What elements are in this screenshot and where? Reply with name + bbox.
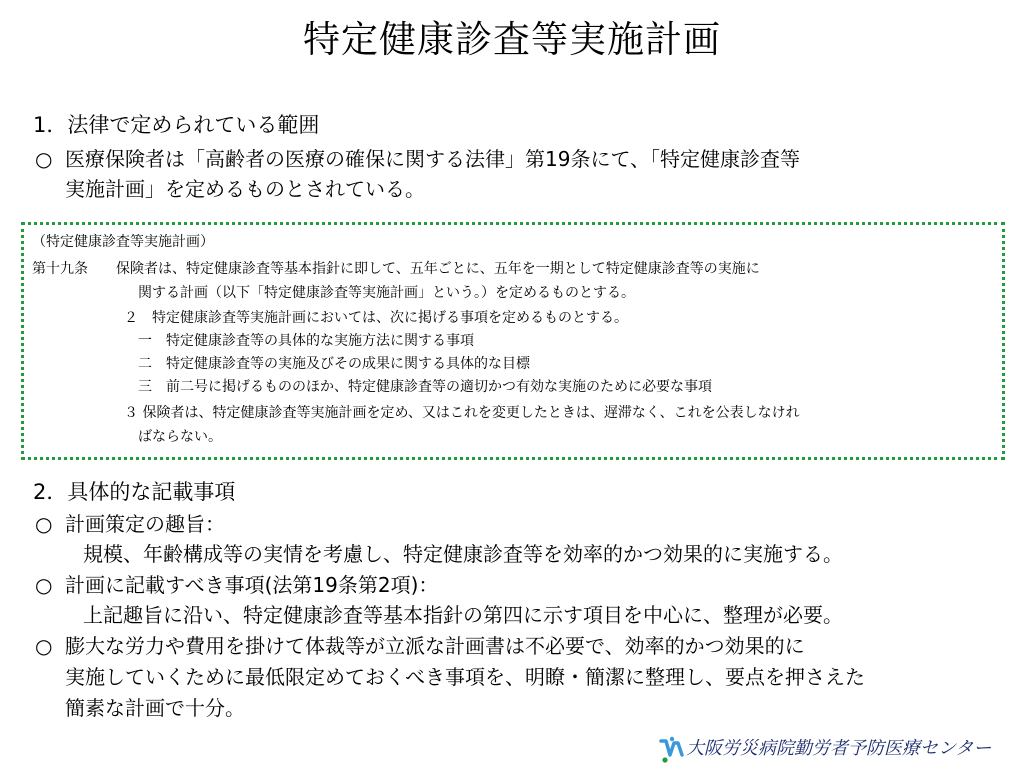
- section2-item2-text: 上記趣旨に沿い、特定健康診査等基本指針の第四に示す項目を中心に、整理が必要。: [83, 603, 843, 627]
- section1-text-line1: 医療保険者は「高齢者の医療の確保に関する法律」第19条にて、「特定健康診査等: [65, 147, 801, 171]
- law-line-article: 第十九条 保険者は、特定健康診査等基本指針に即して、五年ごとに、五年を一期として特定健康診査等の実施に: [32, 261, 760, 277]
- section2-item1-text: 規模、年齢構成等の実情を考慮し、特定健康診査等を効率的かつ効果的に実施する。: [83, 542, 843, 566]
- circle-bullet-icon: ○: [35, 147, 53, 171]
- law-line-item3: 三 前二号に掲げるもののほか、特定健康診査等の適切かつ有効な実施のために必要な事項: [138, 379, 712, 395]
- section2-item1-label-line: [35, 510, 225, 538]
- footer-brand: [658, 734, 991, 764]
- organization-logo-icon: [658, 735, 684, 763]
- section2-heading: 2．具体的な記載事項: [33, 480, 236, 504]
- section1-heading: 1．法律で定められている範囲: [33, 113, 320, 137]
- law-line-paragraph3-cont: ばならない。: [138, 429, 222, 445]
- circle-bullet-icon: ○: [35, 512, 53, 536]
- circle-bullet-icon: ○: [35, 634, 53, 658]
- section2-item3-text-line2: 実施していくために最低限定めておくべき事項を、明瞭・簡潔に整理し、要点を押さえた: [65, 665, 865, 689]
- section2-item3-line1: [35, 632, 805, 660]
- law-line-paragraph2: ２ 特定健康診査等実施計画においては、次に掲げる事項を定めるものとする。: [124, 310, 628, 326]
- section1-bullet-line1: [35, 145, 800, 173]
- slide-title: 特定健康診査等実施計画: [303, 18, 721, 61]
- section2-item3-text-line3: 簡素な計画で十分。: [65, 696, 245, 720]
- section2-item2-label-line: [35, 571, 438, 599]
- law-line-caption: （特定健康診査等実施計画）: [32, 234, 214, 250]
- section2-item3-text-line1: 膨大な労力や費用を掛けて体裁等が立派な計画書は不必要で、効率的かつ効果的に: [65, 634, 805, 658]
- section1-text-line2: 実施計画」を定めるものとされている。: [65, 177, 425, 201]
- section2-item2-label: 計画に記載すべき事項(法第19条第2項)：: [65, 573, 439, 597]
- law-line-article-cont: 関する計画（以下「特定健康診査等実施計画」という。）を定めるものとする。: [138, 285, 635, 301]
- law-line-paragraph3: ３ 保険者は、特定健康診査等実施計画を定め、又はこれを変更したときは、遅滞なく、これを公表しなけれ: [124, 405, 800, 421]
- circle-bullet-icon: ○: [35, 573, 53, 597]
- law-line-item2: 二 特定健康診査等の実施及びその成果に関する具体的な目標: [138, 356, 530, 372]
- section2-item1-label: 計画策定の趣旨：: [65, 512, 225, 536]
- law-line-item1: 一 特定健康診査等の具体的な実施方法に関する事項: [138, 333, 474, 349]
- organization-name: 大阪労災病院勤労者予防医療センター: [686, 738, 992, 759]
